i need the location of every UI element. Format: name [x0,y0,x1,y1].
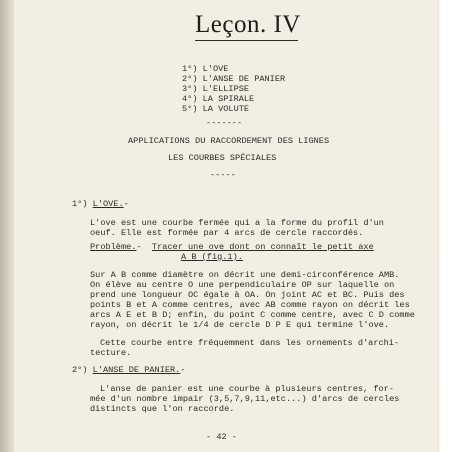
section2-text-line: L'anse de panier est une courbe à plusieurs centres, for- [100,384,394,394]
lesson-title: Leçon. IV [195,11,301,38]
problem-line: Tracer une ove dont on connaît le petit axe [151,242,374,252]
section1-text-line: oeuf. Elle est formée par 4 arcs de cercle raccordés. [90,228,364,238]
problem-line: A B (fig.1). [181,252,243,262]
title-underline [195,40,298,41]
paragraph-line: points B et A comme centres, avec AB comme rayon on décrit les [90,300,410,310]
note-line: Cette courbe entre fréquemment dans les ornements d'archi- [100,338,400,348]
problem-line-2 [181,252,243,262]
page-number: - 42 - [206,432,237,442]
paragraph-line: rayon, on décrit le 1/4 de cercle D P E qui termine l'ove. [90,320,390,330]
note-line: tecture. [90,348,132,358]
section2-suffix: - [180,365,186,375]
separator: ------- [206,118,243,128]
section1-text-line: L'ove est une courbe fermée qui a la forme du profil d'un [90,218,384,228]
paragraph-line: arcs A E et B D; enfin, du point C comme centre, avec C D comme [90,310,415,320]
paragraph-line: On élève au centre O une perpendiculaire OP sur laquelle on [90,280,395,290]
summary-item: 4°) LA SPIRALE [182,94,255,104]
section2-text-line: distincts que l'on raccorde. [90,404,235,414]
summary-item: 1°) L'OVE [182,64,229,74]
problem-label: Problème. [90,242,137,252]
problem-dash: - [136,242,142,252]
section2-heading [72,365,186,375]
section-subheading: LES COURBES SPÉCIALES [168,153,277,163]
section-heading: APPLICATIONS DU RACCORDEMENT DES LIGNES [128,136,330,146]
section1-suffix: - [123,199,129,209]
paragraph-line: Sur A B comme diamètre on décrit une demi-circonférence AMB. [90,270,400,280]
section2-name: L'ANSE DE PANIER. [92,365,181,375]
summary-item: 3°) L'ELLIPSE [182,84,250,94]
summary-item: 2°) L'ANSE DE PANIER [182,74,286,84]
section1-name: L'OVE. [92,199,124,209]
paragraph-line: prend une longueur OC égale à OA. On joint AC et BC. Puis des [90,290,405,300]
section1-number: 1°) [72,199,88,209]
section1-heading [72,199,129,209]
separator: ----- [210,170,236,180]
section2-number: 2°) [72,365,88,375]
document-page [14,0,438,452]
section2-text-line: mée d'un nombre impair (3,5,7,9,11,etc...) d'arcs de cercles [90,394,400,404]
problem-statement [90,242,374,252]
summary-item: 5°) LA VOLUTE [182,104,250,114]
